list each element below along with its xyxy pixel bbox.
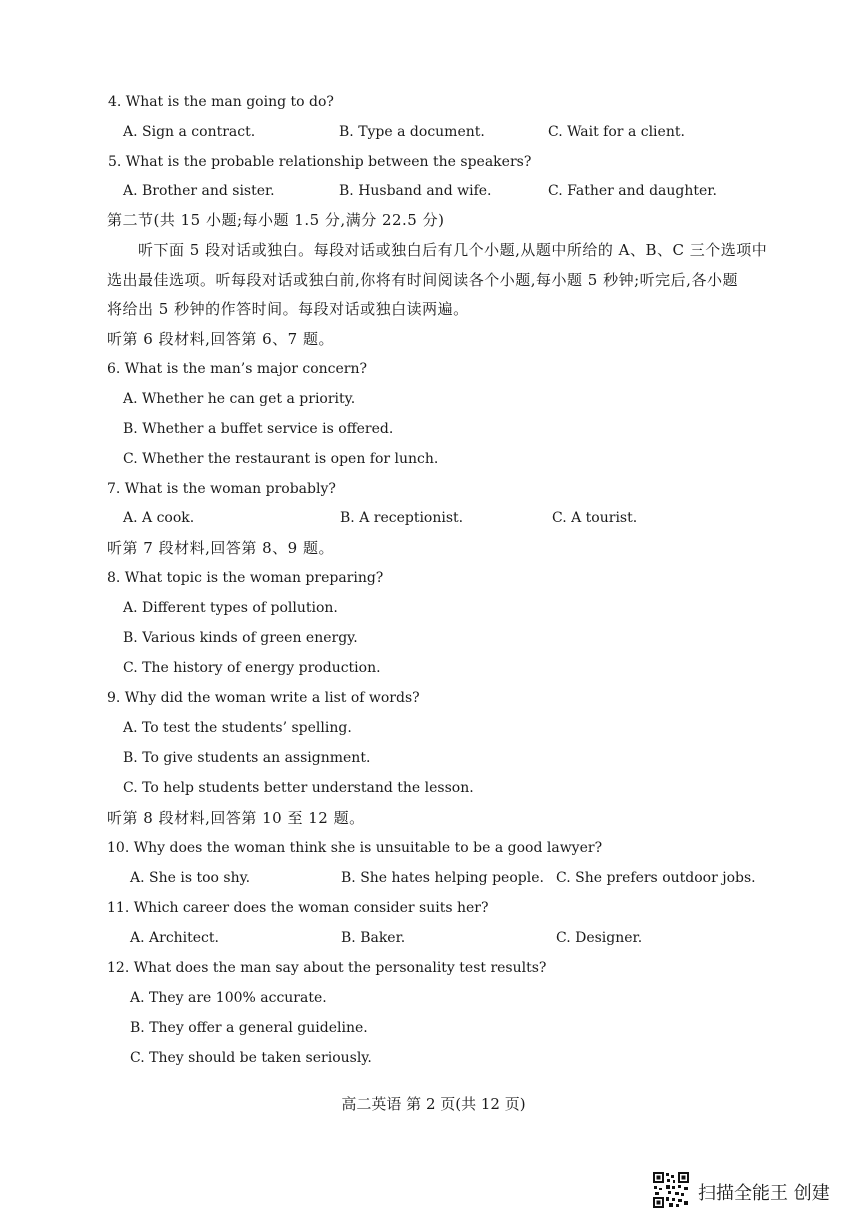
q11-option-c: C. Designer. xyxy=(556,930,643,946)
passage-7-heading: 听第 7 段材料,回答第 8、9 题。 xyxy=(107,539,334,557)
q12-option-b: B. They offer a general guideline. xyxy=(130,1020,368,1036)
q6-option-a: A. Whether he can get a priority. xyxy=(123,391,356,407)
q4-option-a: A. Sign a contract. xyxy=(123,124,256,140)
q9-stem: 9. Why did the woman write a list of words? xyxy=(107,690,420,706)
q7-option-b: B. A receptionist. xyxy=(340,510,464,526)
instruction-line-3: 将给出 5 秒钟的作答时间。每段对话或独白读两遍。 xyxy=(107,300,469,318)
q11-stem: 11. Which career does the woman consider suits her? xyxy=(107,900,489,916)
q9-option-c: C. To help students better understand the lesson. xyxy=(123,780,474,796)
page-footer: 高二英语 第 2 页(共 12 页) xyxy=(341,1095,526,1113)
q9-option-a: A. To test the students’ spelling. xyxy=(123,720,352,736)
q6-stem: 6. What is the man’s major concern? xyxy=(107,361,368,377)
q5-option-c: C. Father and daughter. xyxy=(548,183,717,199)
q5-stem: 5. What is the probable relationship between the speakers? xyxy=(108,154,532,170)
q10-option-b: B. She hates helping people. xyxy=(341,870,544,886)
instruction-line-2: 选出最佳选项。听每段对话或独白前,你将有时间阅读各个小题,每小题 5 秒钟;听完后,各小题 xyxy=(107,271,738,289)
q12-option-c: C. They should be taken seriously. xyxy=(130,1050,372,1066)
q4-option-b: B. Type a document. xyxy=(339,124,485,140)
q8-option-c: C. The history of energy production. xyxy=(123,660,381,676)
q10-option-a: A. She is too shy. xyxy=(130,870,251,886)
q12-stem: 12. What does the man say about the personality test results? xyxy=(107,960,547,976)
q10-option-c: C. She prefers outdoor jobs. xyxy=(556,870,756,886)
passage-6-heading: 听第 6 段材料,回答第 6、7 题。 xyxy=(107,330,334,348)
q9-option-b: B. To give students an assignment. xyxy=(123,750,371,766)
q7-option-c: C. A tourist. xyxy=(552,510,638,526)
q7-stem: 7. What is the woman probably? xyxy=(107,481,336,497)
instruction-line-1: 听下面 5 段对话或独白。每段对话或独白后有几个小题,从题中所给的 A、B、C 三个选项中 xyxy=(138,241,768,259)
q11-option-b: B. Baker. xyxy=(341,930,406,946)
section-heading: 第二节(共 15 小题;每小题 1.5 分,满分 22.5 分) xyxy=(107,211,445,229)
q4-stem: 4. What is the man going to do? xyxy=(108,94,334,110)
q10-stem: 10. Why does the woman think she is unsuitable to be a good lawyer? xyxy=(107,840,603,856)
q8-stem: 8. What topic is the woman preparing? xyxy=(107,570,384,586)
q4-option-c: C. Wait for a client. xyxy=(548,124,685,140)
q11-option-a: A. Architect. xyxy=(130,930,219,946)
passage-8-heading: 听第 8 段材料,回答第 10 至 12 题。 xyxy=(107,809,365,827)
q12-option-a: A. They are 100% accurate. xyxy=(130,990,327,1006)
qr-code-icon xyxy=(652,1171,690,1209)
q5-option-b: B. Husband and wife. xyxy=(339,183,492,199)
watermark-text: 扫描全能王 创建 xyxy=(698,1183,830,1204)
q8-option-a: A. Different types of pollution. xyxy=(123,600,338,616)
q6-option-c: C. Whether the restaurant is open for lunch. xyxy=(123,451,439,467)
q8-option-b: B. Various kinds of green energy. xyxy=(123,630,358,646)
q6-option-b: B. Whether a buffet service is offered. xyxy=(123,421,394,437)
q5-option-a: A. Brother and sister. xyxy=(123,183,275,199)
scanner-watermark xyxy=(652,1171,852,1215)
q7-option-a: A. A cook. xyxy=(123,510,195,526)
